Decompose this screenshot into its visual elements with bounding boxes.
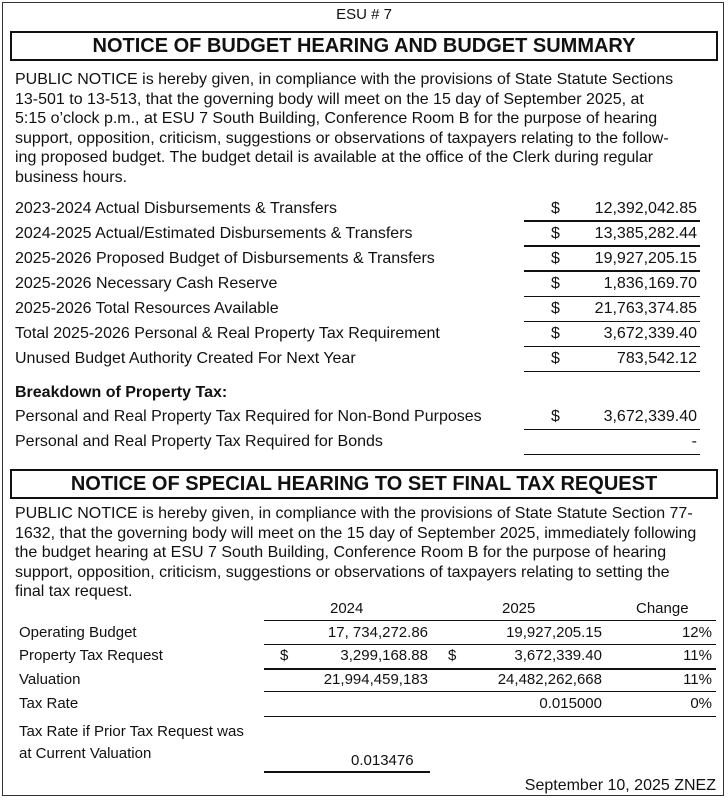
prior-rate-rule bbox=[264, 771, 430, 773]
breakdown-amount: - bbox=[691, 433, 697, 450]
dollar-sign: $ bbox=[551, 408, 560, 425]
budget-item-amount: 3,672,339.40 bbox=[603, 325, 697, 342]
col-header-2024: 2024 bbox=[330, 600, 364, 617]
budget-item-amount: 1,836,169.70 bbox=[603, 275, 697, 292]
tax-row-2025: 19,927,205.15 bbox=[506, 624, 602, 641]
section2-paragraph bbox=[15, 504, 715, 602]
row-rule bbox=[264, 668, 716, 670]
budget-item-label: Total 2025-2026 Personal & Real Property Tax Requirement bbox=[15, 325, 440, 342]
row-rule bbox=[264, 644, 716, 645]
budget-item-row bbox=[15, 197, 700, 222]
budget-item-amount: 783,542.12 bbox=[616, 350, 697, 367]
budget-item-amount: 13,385,282.44 bbox=[594, 225, 697, 242]
breakdown-title: Breakdown of Property Tax: bbox=[15, 384, 228, 401]
tax-row-label: Property Tax Request bbox=[19, 647, 163, 664]
tax-row-change: 12% bbox=[681, 624, 712, 641]
tax-row-label: Tax Rate bbox=[19, 695, 79, 712]
dollar-sign: $ bbox=[551, 250, 560, 267]
dollar-sign: $ bbox=[551, 350, 560, 367]
breakdown-title-row bbox=[15, 381, 700, 406]
tax-row-change: 11% bbox=[683, 671, 712, 688]
breakdown-amount: 3,672,339.40 bbox=[603, 408, 697, 425]
para-line: 13-501 to 13-513, that the governing body will meet on the 15 day of September 2025, at bbox=[15, 90, 644, 108]
tax-row-change: 11% bbox=[683, 647, 712, 664]
col-header-change: Change bbox=[636, 600, 689, 617]
breakdown-label: Personal and Real Property Tax Required for Bonds bbox=[15, 433, 383, 450]
para-line: support, opposition, criticism, suggestions or observations of taxpayers relating to setting the bbox=[15, 563, 670, 581]
breakdown-row bbox=[15, 405, 700, 430]
para-line: PUBLIC NOTICE is hereby given, in compliance with the provisions of State Statute Sections bbox=[15, 71, 674, 88]
budget-item-label: 2023-2024 Actual Disbursements & Transfers bbox=[15, 200, 337, 217]
budget-item-row bbox=[15, 272, 700, 297]
budget-item-label: 2025-2026 Proposed Budget of Disbursements & Transfers bbox=[15, 250, 435, 267]
breakdown-row bbox=[15, 430, 700, 455]
tax-row-change: 0% bbox=[690, 695, 712, 712]
para-line: support, opposition, criticism, suggestions or observations of taxpayers relating to the follow- bbox=[15, 129, 669, 147]
dollar-sign: $ bbox=[551, 200, 560, 217]
section1-title: NOTICE OF BUDGET HEARING AND BUDGET SUMMARY bbox=[10, 31, 718, 61]
budget-item-row bbox=[15, 247, 700, 272]
footer-date: September 10, 2025 ZNEZ bbox=[524, 777, 716, 794]
dollar-sign: $ bbox=[551, 275, 560, 292]
para-line: PUBLIC NOTICE is hereby given, in compliance with the provisions of State Statute Section 77- bbox=[15, 505, 693, 522]
budget-item-row bbox=[15, 322, 700, 347]
tax-row-2024: 3,299,168.88 bbox=[340, 647, 428, 664]
row-rule bbox=[264, 716, 716, 717]
dollar-sign: $ bbox=[551, 300, 560, 317]
budget-item-amount: 21,763,374.85 bbox=[594, 300, 697, 317]
para-line: the budget hearing at ESU 7 South Building, Conference Room B for the purpose of hearing bbox=[15, 544, 667, 561]
tax-row-2024: 17, 734,272.86 bbox=[327, 624, 428, 641]
header-esu: ESU # 7 bbox=[336, 6, 392, 23]
budget-item-label: 2024-2025 Actual/Estimated Disbursements & Transfers bbox=[15, 225, 413, 242]
tax-row-2025: 3,672,339.40 bbox=[514, 647, 602, 664]
dollar-sign: $ bbox=[280, 647, 289, 664]
section1-paragraph bbox=[15, 70, 715, 187]
budget-item-label: 2025-2026 Necessary Cash Reserve bbox=[15, 275, 278, 292]
prior-rate-label-line2: at Current Valuation bbox=[19, 745, 152, 762]
para-line: business hours. bbox=[15, 168, 128, 186]
budget-item-amount: 19,927,205.15 bbox=[594, 250, 697, 267]
dollar-sign: $ bbox=[551, 325, 560, 342]
budget-item-row bbox=[15, 297, 700, 322]
section2-title: NOTICE OF SPECIAL HEARING TO SET FINAL TAX REQUEST bbox=[10, 469, 718, 499]
budget-item-row bbox=[15, 347, 700, 372]
budget-item-row bbox=[15, 222, 700, 247]
tax-row-2025: 24,482,262,668 bbox=[497, 671, 602, 688]
para-line: final tax request. bbox=[15, 583, 133, 600]
prior-rate-label-line1: Tax Rate if Prior Tax Request was bbox=[19, 723, 244, 740]
budget-item-label: 2025-2026 Total Resources Available bbox=[15, 300, 279, 317]
dollar-sign: $ bbox=[448, 647, 457, 664]
para-line: 1632, that the governing body will meet on the 15 day of September 2025, immediately following bbox=[15, 524, 697, 542]
para-line: ing proposed budget. The budget detail is available at the office of the Clerk during regular bbox=[15, 149, 654, 166]
para-line: 5:15 o’clock p.m., at ESU 7 South Building, Conference Room B for the purpose of hearing bbox=[15, 110, 658, 127]
budget-item-amount: 12,392,042.85 bbox=[594, 200, 697, 217]
tax-row-label: Valuation bbox=[19, 671, 81, 688]
row-rule bbox=[264, 691, 716, 692]
tax-row-2025: 0.015000 bbox=[539, 695, 602, 712]
breakdown-label: Personal and Real Property Tax Required for Non-Bond Purposes bbox=[15, 408, 482, 425]
prior-rate-value: 0.013476 bbox=[351, 752, 414, 769]
col-header-2025: 2025 bbox=[502, 600, 536, 617]
dollar-sign: $ bbox=[551, 225, 560, 242]
budget-item-label: Unused Budget Authority Created For Next Year bbox=[15, 350, 356, 367]
table-top-rule bbox=[264, 620, 716, 621]
tax-row-2024: 21,994,459,183 bbox=[323, 671, 428, 688]
tax-row-label: Operating Budget bbox=[19, 624, 137, 641]
